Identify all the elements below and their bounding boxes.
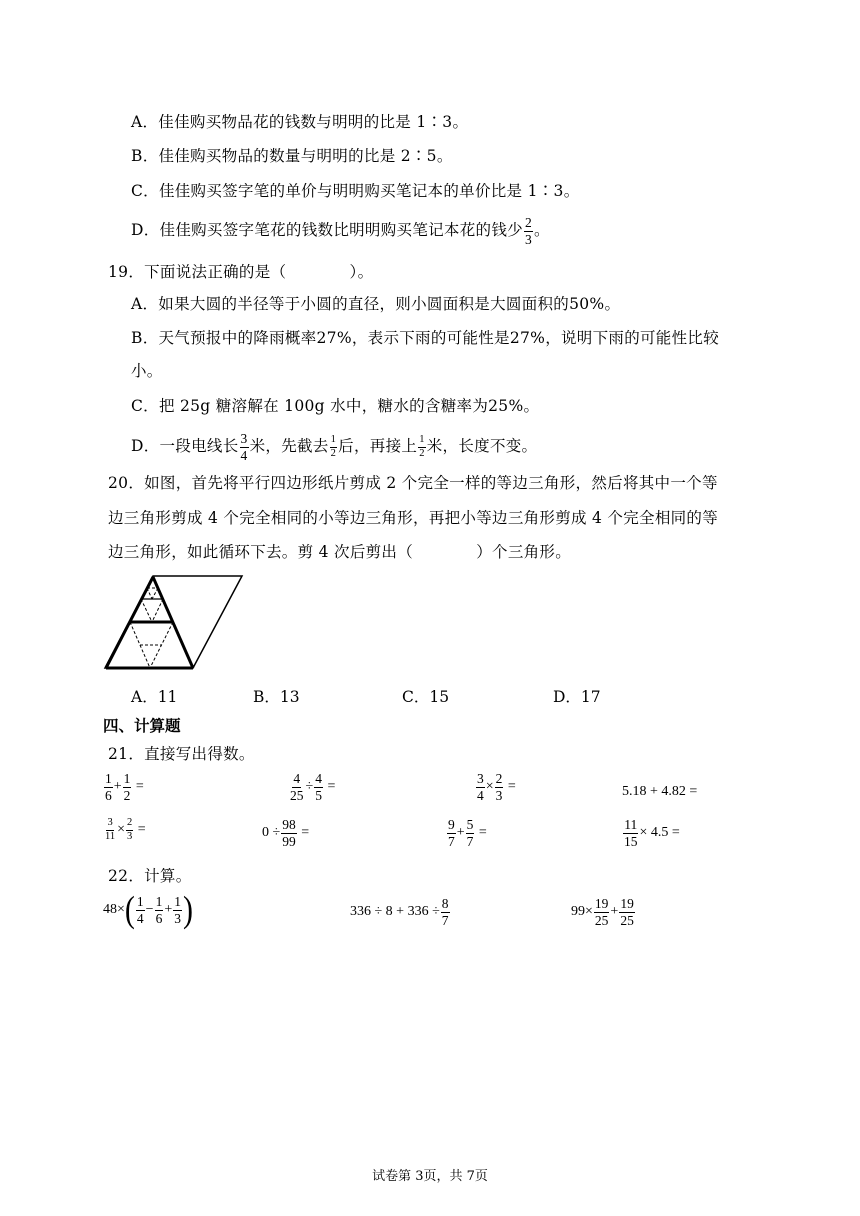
- q20-option-a: A．11: [131, 688, 178, 706]
- q22-stem: 22．计算。: [108, 867, 192, 885]
- q18-option-a: A．佳佳购买物品花的钱数与明明的比是 1∶3。: [131, 113, 469, 131]
- fraction: $\frac{1}{2}$: [330, 434, 337, 459]
- q18-option-d-text: D．佳佳购买签字笔花的钱数比明明购买笔记本花的钱少: [131, 221, 523, 239]
- q19-option-a: A．如果大圆的半径等于小圆的直径，则小圆面积是大圆面积的50%。: [131, 295, 621, 313]
- q22-expr-2: 336 ÷ 8 + 336 ÷ $\frac{8}{7}$: [350, 896, 449, 928]
- parallelogram-triangle-figure: [103, 574, 245, 670]
- q21-expr-8: $\frac{11}{15}$ × 4.5 =: [624, 817, 680, 849]
- fraction: $\frac{2}{3}$: [524, 215, 532, 247]
- q20-line1: 20．如图，首先将平行四边形纸片剪成 2 个完全一样的等边三角形，然后将其中一个等: [108, 474, 718, 492]
- section-title: 四、计算题: [103, 716, 181, 735]
- fraction: $\frac{1}{2}$: [419, 434, 425, 459]
- q18-option-c: C．佳佳购买签字笔的单价与明明购买笔记本的单价比是 1∶3。: [131, 182, 580, 200]
- q18-option-b: B．佳佳购买物品的数量与明明的比是 2∶5。: [131, 147, 453, 165]
- q21-expr-1: $\frac{1}{6}$ + $\frac{1}{2}$ =: [105, 771, 144, 803]
- fraction: $\frac{3}{4}$: [240, 431, 248, 463]
- q20-line3: 边三角形，如此循环下去。剪 4 次后剪出（ ）个三角形。: [108, 543, 572, 561]
- q18-option-d: D．佳佳购买签字笔花的钱数比明明购买笔记本花的钱少 $\frac{2}{3}$ 。: [131, 215, 550, 247]
- q20-line2: 边三角形剪成 4 个完全相同的小等边三角形，再把小等边三角形剪成 4 个完全相同的等: [108, 509, 719, 527]
- q19-option-c: C．把 25g 糖溶解在 100g 水中，糖水的含糖率为25%。: [131, 397, 540, 415]
- page-footer: 试卷第 3页，共 7页: [372, 1169, 488, 1184]
- q20-option-b: B．13: [253, 688, 300, 706]
- q21-expr-4: 5.18 + 4.82 =: [622, 784, 698, 799]
- q22-expr-3: 99× $\frac{19}{25}$ + $\frac{19}{25}$: [571, 896, 634, 928]
- q20-option-c: C．15: [402, 688, 450, 706]
- q21-stem: 21．直接写出得数。: [108, 745, 255, 763]
- q19-option-d: D．一段电线长 $\frac{3}{4}$ 米，先截去 $\frac{1}{2}$ 后，再接上 $\frac{1}{2}$ 米，长度不变。: [131, 431, 538, 463]
- q20-option-d: D．17: [553, 688, 601, 706]
- q21-expr-2: $\frac{4}{25}$ ÷ $\frac{4}{5}$ =: [290, 771, 336, 803]
- q19-option-b-line2: 小。: [131, 362, 163, 380]
- q21-expr-6: 0 ÷ $\frac{98}{99}$ =: [262, 817, 310, 849]
- q19-stem: 19．下面说法正确的是（ ）。: [108, 263, 374, 281]
- q21-expr-5: $\frac{3}{11}$ × $\frac{2}{3}$ =: [105, 817, 146, 842]
- q21-expr-7: $\frac{9}{7}$ + $\frac{5}{7}$ =: [448, 817, 487, 849]
- q19-option-b-line1: B．天气预报中的降雨概率27%，表示下雨的可能性是27%，说明下雨的可能性比较: [131, 329, 719, 347]
- q22-expr-1: 48×( $\frac{1}{4}$ − $\frac{1}{6}$ + $\frac{1}{3}$ ): [103, 888, 193, 930]
- q21-expr-3: $\frac{3}{4}$ × $\frac{2}{3}$ =: [477, 771, 516, 803]
